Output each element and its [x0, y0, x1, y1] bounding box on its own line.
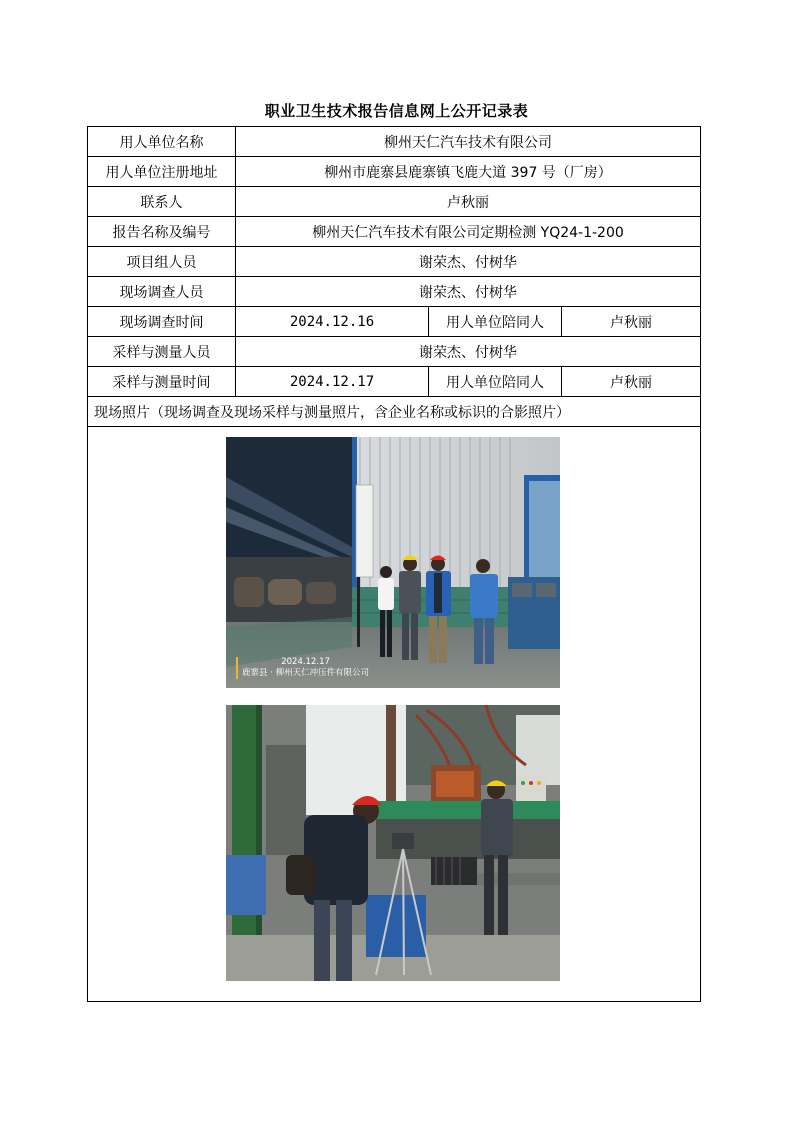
row-unit-name: [88, 127, 701, 157]
address-label: 用人单位注册地址: [88, 157, 236, 187]
record-table: [87, 126, 701, 1002]
sampling-companion-label: 用人单位陪同人: [429, 367, 562, 397]
report-value: 柳州天仁汽车技术有限公司定期检测 YQ24-1-200: [236, 217, 701, 247]
sampling-staff-label: 采样与测量人员: [88, 337, 236, 367]
photos-label: 现场照片（现场调查及现场采样与测量照片，含企业名称或标识的合影照片）: [88, 397, 701, 427]
survey-companion-label: 用人单位陪同人: [429, 307, 562, 337]
row-sampling-staff: [88, 337, 701, 367]
photo-watermark: [236, 657, 369, 679]
sampling-time-label: 采样与测量时间: [88, 367, 236, 397]
address-value: 柳州市鹿寨县鹿寨镇飞鹿大道 397 号（厂房）: [236, 157, 701, 187]
report-label: 报告名称及编号: [88, 217, 236, 247]
row-survey-staff: [88, 277, 701, 307]
survey-staff-label: 现场调查人员: [88, 277, 236, 307]
row-report: [88, 217, 701, 247]
survey-companion-value: 卢秋丽: [562, 307, 701, 337]
row-photos-header: [88, 397, 701, 427]
survey-time-value: 2024.12.16: [236, 307, 429, 337]
project-team-label: 项目组人员: [88, 247, 236, 277]
unit-name-value: 柳州天仁汽车技术有限公司: [236, 127, 701, 157]
document-title: 职业卫生技术报告信息网上公开记录表: [264, 102, 529, 120]
group-photo: [226, 437, 560, 688]
contact-label: 联系人: [88, 187, 236, 217]
row-address: [88, 157, 701, 187]
project-team-value: 谢荣杰、付树华: [236, 247, 701, 277]
sampling-time-value: 2024.12.17: [236, 367, 429, 397]
sampling-staff-value: 谢荣杰、付树华: [236, 337, 701, 367]
row-project-team: [88, 247, 701, 277]
row-photos: [88, 427, 701, 1002]
unit-name-label: 用人单位名称: [88, 127, 236, 157]
watermark-location: 鹿寨县 · 柳州天仁冲压件有限公司: [242, 668, 370, 678]
row-sampling-time: [88, 367, 701, 397]
sampling-companion-value: 卢秋丽: [562, 367, 701, 397]
contact-value: 卢秋丽: [236, 187, 701, 217]
survey-staff-value: 谢荣杰、付树华: [236, 277, 701, 307]
watermark-date: 2024.12.17: [281, 657, 330, 667]
photos-cell: [88, 427, 701, 1002]
row-contact: [88, 187, 701, 217]
sampling-photo: [226, 705, 560, 981]
survey-time-label: 现场调查时间: [88, 307, 236, 337]
row-survey-time: [88, 307, 701, 337]
